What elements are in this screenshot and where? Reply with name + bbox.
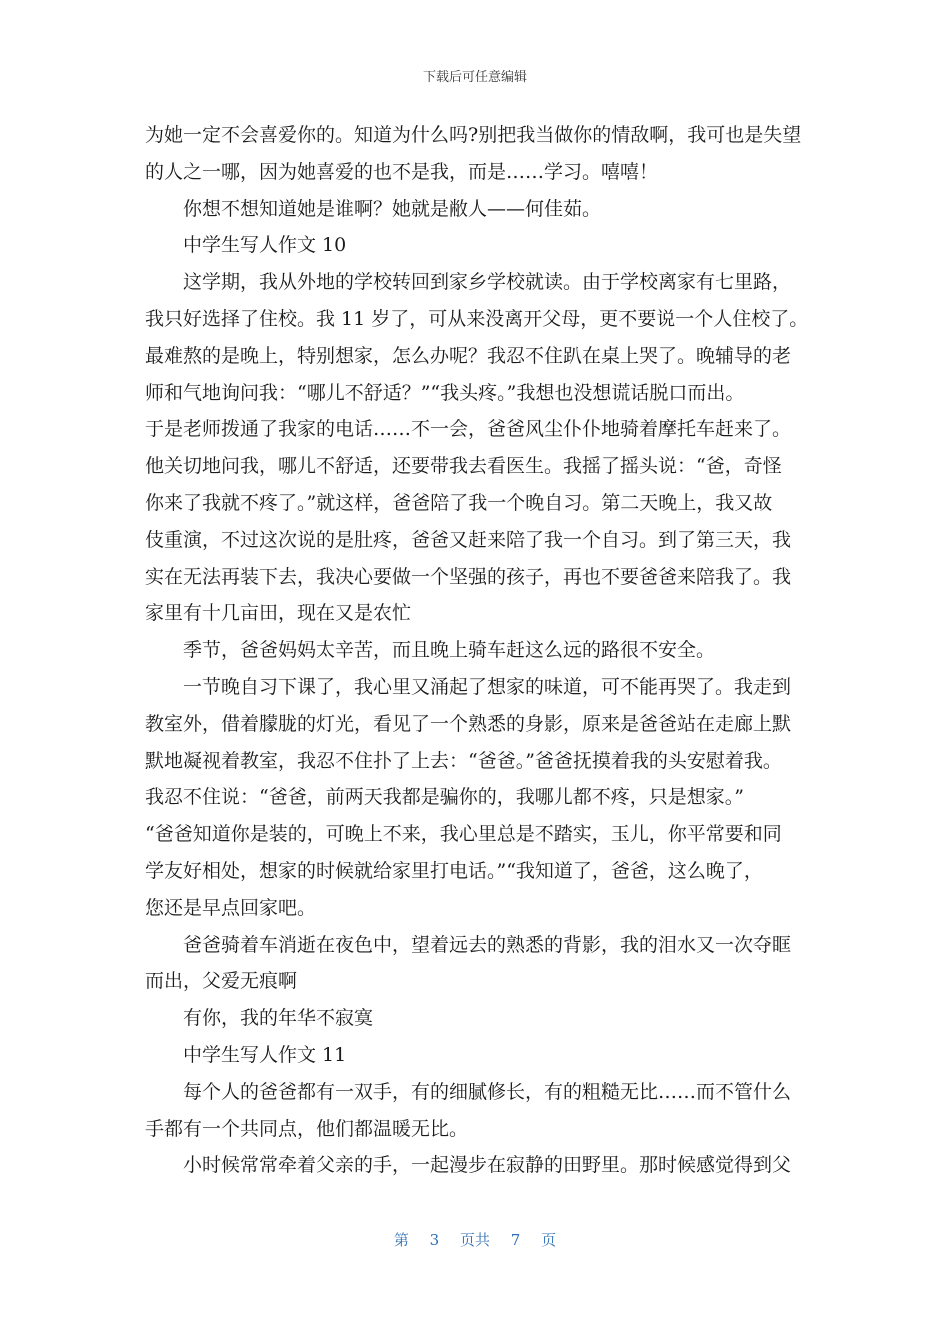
text-line: 有你，我的年华不寂寞 (183, 1007, 374, 1030)
text-line: 这学期，我从外地的学校转回到家乡学校就读。由于学校离家有七里路， (183, 271, 792, 294)
text-line: 你想不想知道她是谁啊？她就是敝人——何佳茹。 (183, 197, 602, 220)
text-line: 小时候常常牵着父亲的手，一起漫步在寂静的田野里。那时候感觉得到父 (183, 1154, 792, 1177)
text-line: 手都有一个共同点，他们都温暖无比。 (145, 1117, 469, 1140)
footer-page-mid: 页共 (459, 1231, 490, 1249)
page-header (0, 66, 950, 85)
document-body (145, 117, 810, 1184)
text-line: 学友好相处，想家的时候就给家里打电话。”“我知道了，爸爸，这么晚了， (145, 859, 763, 882)
text-line: 我只好选择了住校。我 11 岁了，可从来没离开父母，更不要说一个人住校了。 (145, 307, 809, 330)
footer-page-end: 页 (541, 1231, 557, 1249)
text-line: 实在无法再装下去，我决心要做一个坚强的孩子，再也不要爸爸来陪我了。我 (145, 565, 792, 588)
text-line: 他关切地问我，哪儿不舒适，还要带我去看医生。我摇了摇头说：“爸，奇怪 (145, 455, 782, 478)
text-line: 默地凝视着教室，我忍不住扑了上去：“爸爸。”爸爸抚摸着我的头安慰着我。 (145, 749, 782, 772)
header-text: 下载后可任意编辑 (422, 70, 527, 85)
text-line: 家里有十几亩田，现在又是农忙 (145, 602, 412, 625)
text-line: 你来了我就不疼了。”就这样，爸爸陪了我一个晚自习。第二天晚上，我又故 (145, 491, 773, 514)
text-line: 每个人的爸爸都有一双手，有的细腻修长，有的粗糙无比……而不管什么 (183, 1080, 792, 1103)
section-heading: 中学生写人作文 10 (183, 234, 347, 257)
text-line: 的人之一哪，因为她喜爱的也不是我，而是……学习。嘻嘻！ (145, 160, 659, 183)
text-line: 您还是早点回家吧。 (145, 896, 317, 919)
text-line: 为她一定不会喜爱你的。知道为什么吗?别把我当做你的情敌啊，我可也是失望 (145, 124, 802, 146)
page-footer (0, 1229, 950, 1250)
footer-page-total: 7 (510, 1231, 521, 1249)
footer-page-label: 第 (393, 1231, 409, 1249)
section-heading: 中学生写人作文 11 (183, 1043, 347, 1066)
text-line: 于是老师拨通了我家的电话……不一会，爸爸风尘仆仆地骑着摩托车赶来了。 (145, 418, 792, 441)
text-line: 爸爸骑着车消逝在夜色中，望着远去的熟悉的背影，我的泪水又一次夺眶 (183, 933, 792, 956)
text-line: 最难熬的是晚上，特别想家，怎么办呢？我忍不住趴在桌上哭了。晚辅导的老 (145, 344, 792, 367)
text-line: 而出，父爱无痕啊 (145, 970, 298, 993)
text-line: 伎重演，不过这次说的是肚疼，爸爸又赶来陪了我一个自习。到了第三天，我 (145, 528, 792, 551)
text-line: 季节，爸爸妈妈太辛苦，而且晚上骑车赶这么远的路很不安全。 (183, 639, 716, 662)
text-line: 师和气地询问我：“哪儿不舒适？”“我头疼。”我想也没想谎话脱口而出。 (145, 381, 745, 404)
text-line: “爸爸知道你是装的，可晚上不来，我心里总是不踏实，玉儿，你平常要和同 (145, 823, 782, 846)
text-line: 一节晚自习下课了，我心里又涌起了想家的味道，可不能再哭了。我走到 (183, 675, 792, 698)
text-line: 我忍不住说：“爸爸，前两天我都是骗你的，我哪儿都不疼，只是想家。” (145, 786, 744, 809)
text-line: 教室外，借着朦胧的灯光，看见了一个熟悉的身影，原来是爸爸站在走廊上默 (145, 712, 792, 735)
footer-page-current: 3 (429, 1231, 440, 1249)
